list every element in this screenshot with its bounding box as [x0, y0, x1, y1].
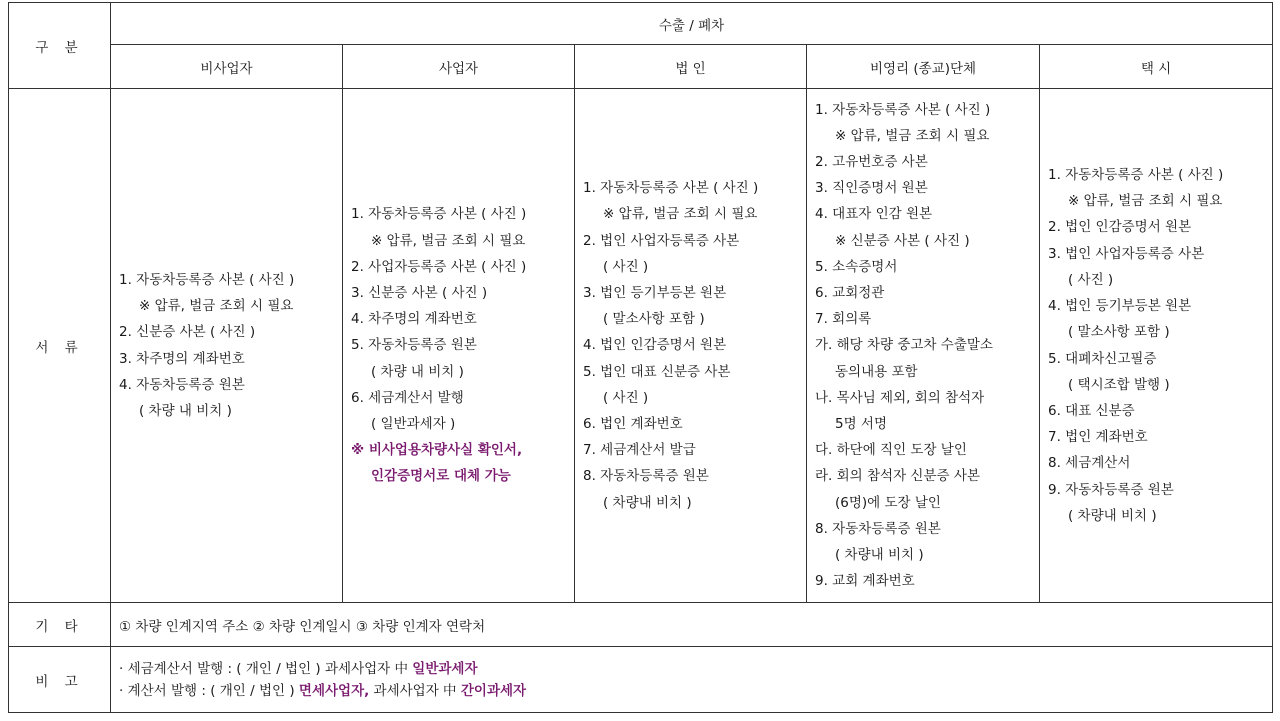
document-item: ※ 신분증 사본 ( 사진 )	[835, 232, 970, 249]
document-item: 5. 법인 대표 신분증 사본	[583, 363, 731, 380]
remarks-line-1: · 세금계산서 발행 : ( 개인 / 법인 ) 과세사업자 中 일반과세자	[119, 660, 478, 677]
document-item: 가. 해당 차량 중고차 수출말소	[815, 337, 993, 354]
remarks-label: 비 고	[9, 647, 111, 713]
document-table	[8, 2, 1273, 713]
document-item: 9. 교회 계좌번호	[815, 573, 915, 590]
document-item: 6. 대표 신분증	[1048, 402, 1135, 419]
document-item: 1. 자동차등록증 사본 ( 사진 )	[583, 180, 759, 197]
document-item: ( 말소사항 포함 )	[603, 311, 705, 328]
document-item: 나. 목사님 제외, 회의 참석자	[815, 389, 985, 406]
documents-col-taxi	[1040, 89, 1273, 603]
column-header-business: 사업자	[343, 45, 575, 89]
document-note: 인감증명서로 대체 가능	[371, 468, 511, 485]
document-note: ※ 비사업용차량사실 확인서,	[351, 442, 523, 459]
document-item: ( 사진 )	[603, 389, 649, 406]
document-item: ※ 압류, 벌금 조회 시 필요	[603, 206, 758, 223]
column-header-taxi: 택 시	[1040, 45, 1273, 89]
group-header: 수출 / 폐차	[111, 3, 1273, 45]
document-item: 1. 자동차등록증 사본 ( 사진 )	[815, 101, 991, 118]
etc-label: 기 타	[9, 603, 111, 647]
document-item: 7. 회의록	[815, 311, 872, 328]
document-item: 3. 신분증 사본 ( 사진 )	[351, 284, 488, 301]
document-item: 2. 법인 인감증명서 원본	[1048, 219, 1192, 236]
document-item: 3. 법인 사업자등록증 사본	[1048, 245, 1205, 262]
document-item: 3. 직인증명서 원본	[815, 180, 928, 197]
document-item: 9. 자동차등록증 원본	[1048, 481, 1174, 498]
documents-col-business	[343, 89, 575, 603]
document-item: 8. 자동차등록증 원본	[583, 468, 709, 485]
document-item: 6. 법인 계좌번호	[583, 416, 683, 432]
document-item: 2. 법인 사업자등록증 사본	[583, 232, 740, 249]
document-item: 1. 자동차등록증 사본 ( 사진 )	[1048, 167, 1224, 184]
documents-col-individual	[111, 89, 343, 603]
column-header-nonprofit: 비영리 (종교)단체	[807, 45, 1040, 89]
document-item: ※ 압류, 벌금 조회 시 필요	[835, 127, 990, 144]
remarks-line-2: · 계산서 발행 : ( 개인 / 법인 ) 면세사업자, 과세사업자 中 간이과세자	[119, 682, 527, 699]
column-header-corporation: 법 인	[575, 45, 807, 89]
document-item: 4. 법인 인감증명서 원본	[583, 337, 727, 354]
document-item: 1. 자동차등록증 사본 ( 사진 )	[351, 206, 527, 223]
document-item: 2. 신분증 사본 ( 사진 )	[119, 324, 256, 341]
document-item: 4. 자동차등록증 원본	[119, 376, 245, 393]
document-item: 4. 법인 등기부등본 원본	[1048, 298, 1192, 315]
document-item: ( 차량내 비치 )	[835, 547, 924, 564]
document-item: (6명)에 도장 날인	[835, 494, 941, 511]
document-item: ※ 압류, 벌금 조회 시 필요	[371, 232, 526, 249]
document-item: 라. 회의 참석자 신분증 사본	[815, 468, 980, 485]
remarks-highlight-general: 일반과세자	[412, 660, 478, 677]
document-item: 6. 세금계산서 발행	[351, 389, 464, 406]
document-item: ※ 압류, 벌금 조회 시 필요	[139, 298, 294, 315]
remarks-highlight-exempt: 면세사업자,	[298, 682, 370, 699]
document-item: 4. 차주명의 계좌번호	[351, 311, 477, 328]
document-item: ( 차량내 비치 )	[603, 494, 692, 511]
remarks-text	[111, 647, 1273, 713]
document-item: 5. 자동차등록증 원본	[351, 337, 477, 354]
document-item: 8. 세금계산서	[1048, 455, 1131, 472]
document-item: 5. 소속증명서	[815, 258, 898, 275]
document-item: ( 말소사항 포함 )	[1068, 324, 1170, 341]
documents-col-nonprofit	[807, 89, 1040, 603]
category-header: 구 분	[9, 3, 111, 89]
document-item: ( 차량내 비치 )	[1068, 507, 1157, 524]
document-item: ( 택시조합 발행 )	[1068, 376, 1170, 393]
document-item: 3. 법인 등기부등본 원본	[583, 284, 727, 301]
document-item: 6. 교회정관	[815, 284, 885, 301]
remarks-highlight-simplified: 간이과세자	[460, 682, 527, 699]
document-item: ( 사진 )	[603, 258, 649, 275]
document-item: ( 사진 )	[1068, 271, 1114, 288]
document-item: ( 차량 내 비치 )	[139, 402, 232, 419]
document-item: 다. 하단에 직인 도장 날인	[815, 442, 967, 459]
document-item: 3. 차주명의 계좌번호	[119, 350, 245, 367]
document-item: 7. 세금계산서 발급	[583, 442, 696, 459]
document-item: 4. 대표자 인감 원본	[815, 206, 933, 223]
etc-text: ① 차량 인계지역 주소 ② 차량 인계일시 ③ 차량 인계자 연락처	[111, 603, 1273, 647]
document-item: 5명 서명	[835, 416, 888, 432]
document-item: 8. 자동차등록증 원본	[815, 520, 941, 537]
document-item: 7. 법인 계좌번호	[1048, 429, 1148, 446]
documents-label: 서 류	[9, 89, 111, 603]
document-item: 5. 대폐차신고필증	[1048, 350, 1157, 367]
document-item: 동의내용 포함	[835, 363, 918, 380]
document-item: 2. 고유번호증 사본	[815, 153, 928, 170]
document-item: ※ 압류, 벌금 조회 시 필요	[1068, 193, 1223, 210]
document-item: ( 차량 내 비치 )	[371, 363, 464, 380]
document-item: ( 일반과세자 )	[371, 416, 456, 432]
document-item: 1. 자동차등록증 사본 ( 사진 )	[119, 271, 295, 288]
column-header-individual: 비사업자	[111, 45, 343, 89]
documents-col-corporation	[575, 89, 807, 603]
document-item: 2. 사업자등록증 사본 ( 사진 )	[351, 258, 527, 275]
